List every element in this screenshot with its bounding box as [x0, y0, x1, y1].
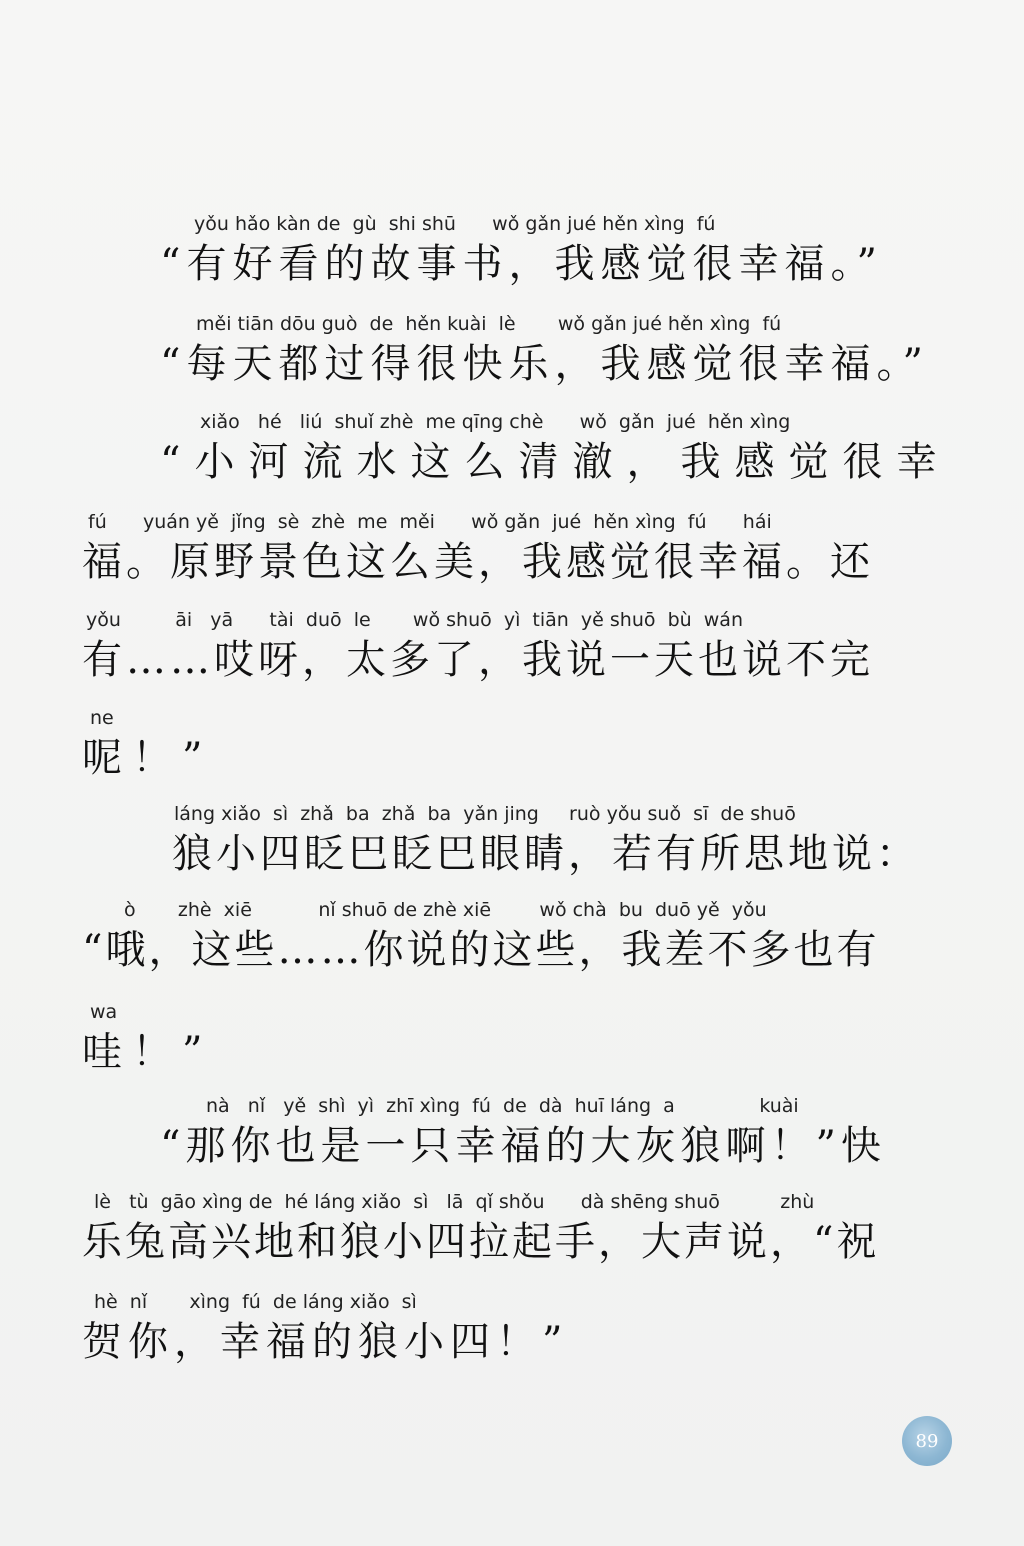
text-line-2: [0, 312, 1024, 410]
hanzi: 有……哎呀，太多了，我说一天也说不完: [82, 637, 874, 683]
pinyin: wa: [90, 1001, 118, 1023]
pinyin: yǒu hǎo kàn de gù shi shū wǒ gǎn jué hěn xìng fú: [194, 213, 716, 235]
hanzi: 福。原野景色这么美，我感觉很幸福。还: [82, 539, 874, 585]
pinyin: nà nǐ yě shì yì zhī xìng fú de dà huī láng a kuài: [206, 1095, 799, 1117]
pinyin: měi tiān dōu guò de hěn kuài lè wǒ gǎn jué hěn xìng fú: [196, 313, 782, 335]
page-number-badge: [902, 1416, 952, 1466]
pinyin: yǒu āi yā tài duō le wǒ shuō yì tiān yě shuō bù wán: [86, 609, 743, 631]
pinyin: ò zhè xiē nǐ shuō de zhè xiē wǒ chà bu duō yě yǒu: [124, 899, 767, 921]
hanzi: “哦，这些……你说的这些，我差不多也有: [82, 927, 880, 973]
hanzi: 乐兔高兴地和狼小四拉起手，大声说，“祝: [82, 1219, 880, 1265]
hanzi: 呢！”: [82, 735, 213, 781]
hanzi: “小河流水这么清澈，我感觉很幸: [160, 439, 951, 485]
text-line-3: [0, 410, 1024, 508]
text-line-5: [0, 608, 1024, 706]
hanzi: “那你也是一只幸福的大灰狼啊！”快: [160, 1123, 886, 1169]
text-line-11: [0, 1190, 1024, 1288]
text-line-9: [0, 1000, 1024, 1098]
text-line-8: [0, 898, 1024, 996]
pinyin: xiǎo hé liú shuǐ zhè me qīng chè wǒ gǎn jué hěn xìng: [200, 411, 791, 433]
pinyin: ne: [90, 707, 114, 729]
text-line-12: [0, 1290, 1024, 1388]
hanzi: “每天都过得很快乐，我感觉很幸福。”: [160, 341, 929, 387]
text-line-4: [0, 510, 1024, 608]
text-line-1: [0, 212, 1024, 310]
hanzi: “有好看的故事书，我感觉很幸福。”: [160, 241, 883, 287]
text-line-7: [0, 802, 1024, 900]
page-number: 89: [915, 1430, 939, 1452]
hanzi: 狼小四眨巴眨巴眼睛，若有所思地说：: [172, 831, 920, 877]
pinyin: hè nǐ xìng fú de láng xiǎo sì: [94, 1291, 417, 1313]
hanzi: 贺你，幸福的狼小四！”: [82, 1319, 569, 1365]
pinyin: lè tù gāo xìng de hé láng xiǎo sì lā qǐ shǒu dà shēng shuō zhù: [94, 1191, 815, 1213]
hanzi: 哇！”: [82, 1029, 213, 1075]
text-line-10: [0, 1094, 1024, 1192]
text-line-6: [0, 706, 1024, 804]
pinyin: fú yuán yě jǐng sè zhè me měi wǒ gǎn jué hěn xìng fú hái: [88, 511, 772, 533]
pinyin: láng xiǎo sì zhǎ ba zhǎ ba yǎn jing ruò yǒu suǒ sī de shuō: [174, 803, 796, 825]
